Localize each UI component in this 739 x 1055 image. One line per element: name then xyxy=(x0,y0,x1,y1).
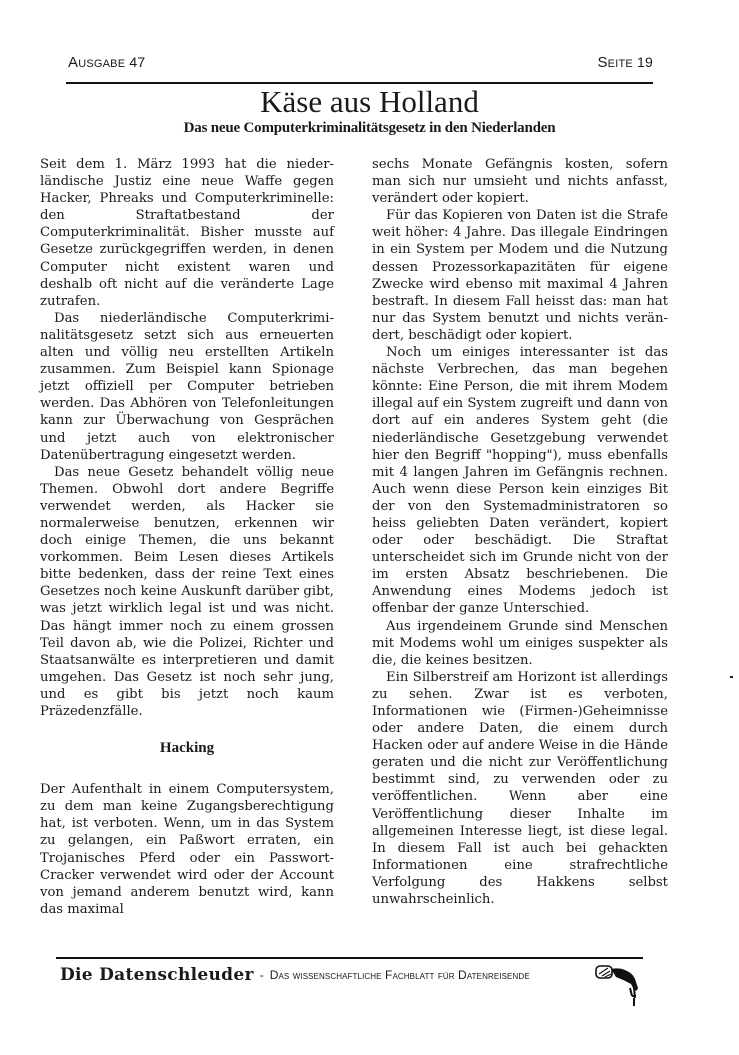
paragraph: sechs Monate Gefängnis kosten, sofern man sich nur umsieht und nichts anfasst, verändert oder kopiert. xyxy=(372,157,668,207)
page-value: 19 xyxy=(637,54,653,70)
article-subtitle: Das neue Computerkriminalitätsgesetz in den Niederlanden xyxy=(183,120,556,136)
paragraph: Das niederländische Computerkriminalitätsgesetz setzt sich aus erneuerten alten und völlig neu erstellten Artikeln zusammen. Zum Beispiel kann Spionage jetzt offiziell per Computer betrieben werden. Das Abhören von Telefonleitungen kann zur Überwachung von Gesprächen und jetzt auch von elektronischer Datenübertragung eingesetzt werden. xyxy=(40,310,334,463)
paragraph: Für das Kopieren von Daten ist die Strafe weit höher: 4 Jahre. Das illegale Eindringen in ein System per Modem und die Nutzung dessen Prozessorkapazitäten für eigene Zwecke wird ebenso mit maximal 4 Jahren bestraft. In diesem Fall heisst das: man hat nur das System benutzt und nichts verändert, beschädigt oder kopiert. xyxy=(372,208,668,343)
page-number xyxy=(597,54,653,71)
issue-label: Ausgabe xyxy=(68,54,126,71)
paragraph: Ein Silberstreif am Horizont ist allerdings zu sehen. Zwar ist es verboten, Informationen wie (Firmen-)Geheimnisse oder andere Daten, die einem durch Hacken oder auf andere Weise in die Hände geraten und die nicht zur Veröffentlichung bestimmt sind, zu verwenden oder zu veröffentlichen. Wenn aber eine Veröffentlichung dieser Inhalte im allgemeinen Interesse liegt, ist diese legal. In diesem Fall ist auch bei gehackten Informationen eine strafrechtliche Verfolgung des Hakkens selbst unwahrscheinlich. xyxy=(372,669,668,908)
footer-tagline: Das wissenschaftliche Fachblatt für Datenreisende xyxy=(269,968,530,982)
article-title: Käse aus Holland xyxy=(260,84,479,119)
issue-value: 47 xyxy=(129,54,146,70)
footer-divider xyxy=(56,957,643,959)
page-label: Seite xyxy=(597,54,633,71)
hand-with-cable-plug-icon xyxy=(594,962,646,1008)
section-heading: Hacking xyxy=(159,740,215,757)
left-column xyxy=(40,156,334,918)
footer-separator: - xyxy=(259,968,264,982)
issue-number xyxy=(68,54,145,71)
paragraph: Der Aufenthalt in einem Computersystem, zu dem man keine Zugangsberechtigung hat, ist verboten. Wenn, um in das System zu gelangen, ein Paßwort erraten, ein Trojanisches Pferd oder ein Passwort-Cracker verwendet wird oder der Account von jemand anderem benutzt wird, kann das maximal xyxy=(40,782,334,917)
paragraph: Seit dem 1. März 1993 hat die niederländische Justiz eine neue Waffe gegen Hacker, Phreaks und Computerkriminelle: den Straftatbestand der Computerkriminalität. Bisher musste auf Gesetze zurückgegriffen werden, in denen Computer nicht existent waren und deshalb oft nicht auf die veränderte Lage zutrafen. xyxy=(40,157,334,309)
scan-artifact xyxy=(730,676,733,678)
right-column xyxy=(372,156,668,908)
paragraph: Noch um einiges interessanter ist das nächste Verbrechen, das man begehen könnte: Eine Person, die mit ihrem Modem illegal auf ein System zugreift und dann von dort auf ein anderes System geht (die niederländische Gesetzgebung verwendet hier den Begriff "hopping"), muss ebenfalls mit 4 langen Jahren im Gefängnis rechnen. Auch wenn diese Person kein einziges Bit der von den Systemadministratoren so heiss geliebten Daten verändert, kopiert oder oder beschädigt. Die Straftat unterscheidet sich im Grunde nicht von der im ersten Absatz beschriebenen. Die Anwendung eines Modems jedoch ist offenbar der ganze Unterschied. xyxy=(372,345,668,617)
paragraph: Aus irgendeinem Grunde sind Menschen mit Modems wohl um einiges suspekter als die, die keines besitzen. xyxy=(372,618,668,668)
paragraph: Das neue Gesetz behandelt völlig neue Themen. Obwohl dort andere Begriffe verwendet werden, als Hacker sie normalerweise benutzen, erkennen wir doch einige Themen, die uns bekannt vorkommen. Beim Lesen dieses Artikels bitte bedenken, dass der reine Text eines Gesetzes noch keine Auskunft darüber gibt, was jetzt wirklich legal ist und was nicht. Das hängt immer noch zu einem grossen Teil davon ab, wie die Polizei, Richter und Staatsanwälte es interpretieren und damit umgehen. Das Gesetz ist noch sehr jung, und es gibt bis jetzt noch kaum Präzedenzfälle. xyxy=(40,464,334,719)
footer-brand: Die Datenschleuder xyxy=(60,965,254,985)
footer xyxy=(60,965,530,985)
